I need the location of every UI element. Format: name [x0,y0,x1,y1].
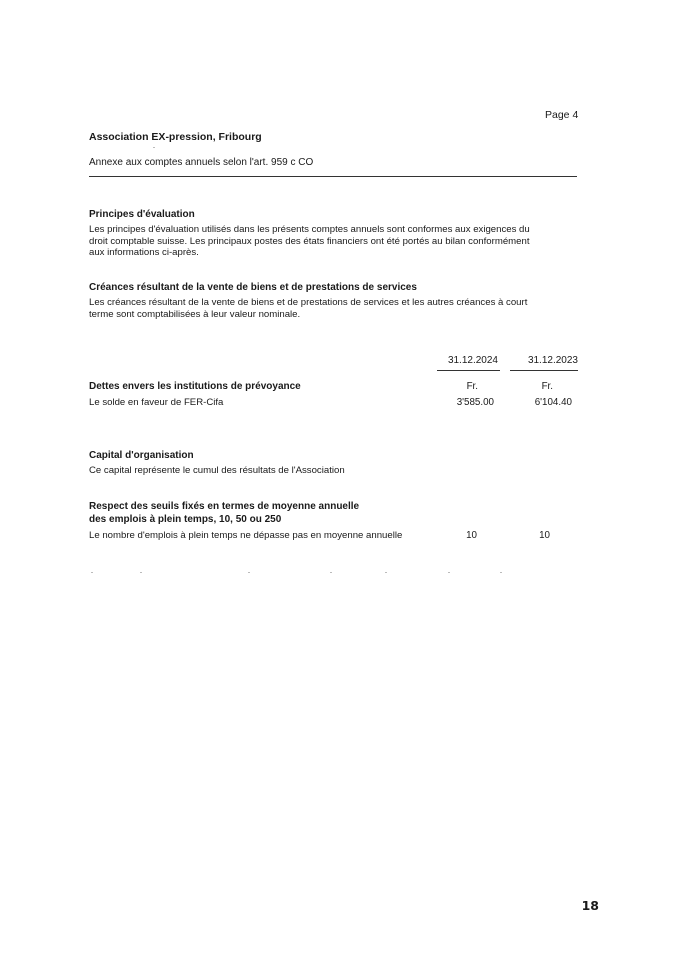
dettes-line-label: Le solde en faveur de FER-Cifa [89,397,224,408]
document-subtitle: Annexe aux comptes annuels selon l'art. 959 c CO [89,157,314,168]
dettes-value-2024: 3'585.00 [456,397,494,408]
currency-2024: Fr. [466,381,478,392]
section-title-seuils-line2: des emplois à plein temps, 10, 50 ou 250 [89,514,282,525]
scan-speck [500,572,502,573]
currency-2023: Fr. [541,381,553,392]
column-header-2024: 31.12.2024 [447,355,498,366]
scan-speck [140,572,142,573]
dettes-value-2023: 6'104.40 [534,397,572,408]
header-divider [89,176,577,177]
section-text-creances: Les créances résultant de la vente de biens et de prestations de services et les autres créances à court terme sont comptabilisées à leur valeur nominale. [89,297,528,320]
seuils-value-2023: 10 [539,530,550,541]
section-title-capital: Capital d'organisation [89,450,194,461]
page-number: 18 [581,898,599,913]
scan-speck [91,572,93,573]
section-title-dettes: Dettes envers les institutions de prévoyance [89,381,301,392]
organization-name: Association EX-pression, Fribourg [89,131,262,143]
section-text-principes: Les principes d'évaluation utilisés dans les présents comptes annuels sont conformes aux exigences du droit comptable suisse. Les principaux postes des états financiers ont été portés au bilan conformément aux informations ci-après. [89,224,530,258]
section-title-principes: Principes d'évaluation [89,209,195,220]
section-title-seuils-line1: Respect des seuils fixés en termes de moyenne annuelle [89,501,360,512]
seuils-line-label: Le nombre d'emplois à plein temps ne dépasse pas en moyenne annuelle [89,530,403,541]
scan-speck [153,147,155,148]
column-rule-2024 [437,370,500,371]
scan-speck [330,572,332,573]
scan-speck [448,572,450,573]
scan-speck [248,572,250,573]
section-title-creances: Créances résultant de la vente de biens et de prestations de services [89,282,417,293]
column-rule-2023 [510,370,578,371]
section-text-capital: Ce capital représente le cumul des résultats de l'Association [89,465,345,476]
seuils-value-2024: 10 [466,530,477,541]
scan-speck [385,572,387,573]
column-header-2023: 31.12.2023 [527,355,578,366]
page-label: Page 4 [545,109,579,121]
